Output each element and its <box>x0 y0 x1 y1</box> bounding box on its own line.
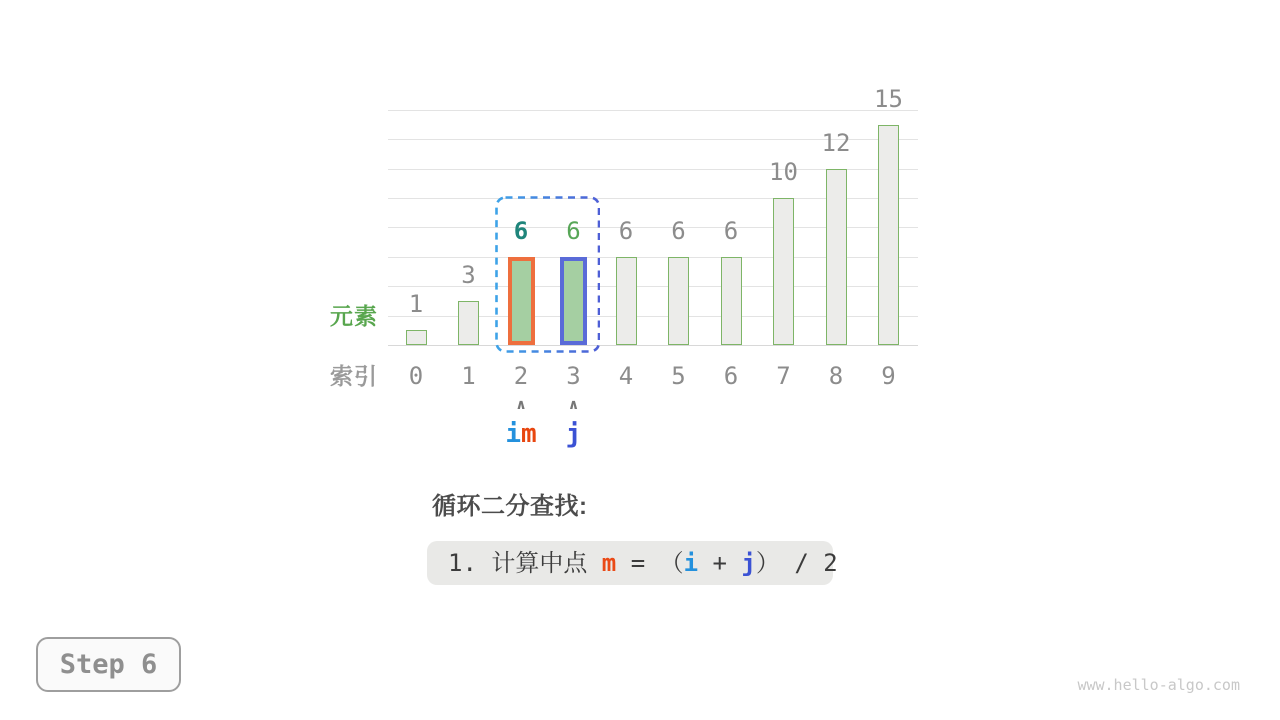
bar-value-label: 6 <box>566 216 581 245</box>
formula-box <box>427 541 838 585</box>
bar <box>773 198 794 345</box>
bar <box>508 257 535 345</box>
index-label: 4 <box>618 362 634 390</box>
bar <box>826 169 847 345</box>
index-label: 1 <box>461 362 476 390</box>
bar <box>721 257 742 345</box>
watermark-text: www.hello-algo.com <box>1077 676 1240 694</box>
index-label: 0 <box>408 362 424 390</box>
bar-value-label: 3 <box>461 260 476 289</box>
caret-up-icon: ∧ <box>567 397 580 413</box>
pointer-char-i: i <box>505 419 521 449</box>
x-axis-label: 索引 <box>330 363 378 389</box>
axis-baseline <box>388 345 918 346</box>
index-label: 2 <box>513 362 529 390</box>
formula-text: + <box>698 549 742 577</box>
index-label: 6 <box>723 362 739 390</box>
bar <box>616 257 637 345</box>
bar <box>668 257 689 345</box>
formula-text: 1. 计算中点 <box>448 549 602 577</box>
pointer-char-j: j <box>565 419 582 449</box>
index-label: 3 <box>566 362 581 390</box>
step-badge-label: Step 6 <box>59 649 158 680</box>
y-axis-label: 元素 <box>330 303 378 329</box>
formula-var-i: i <box>683 549 699 577</box>
formula-text: = （ <box>616 549 684 577</box>
bar <box>878 125 899 346</box>
index-label: 8 <box>828 362 844 390</box>
bar <box>560 257 587 345</box>
pointer-label <box>534 421 614 447</box>
bar-value-label: 12 <box>821 128 851 157</box>
bar-value-label: 6 <box>618 216 634 245</box>
bar <box>458 301 479 345</box>
index-label: 7 <box>776 362 791 390</box>
bar-value-label: 15 <box>874 84 903 113</box>
bar-value-label: 6 <box>723 216 739 245</box>
formula-text: ） / 2 <box>755 549 838 577</box>
grid-line <box>388 110 918 111</box>
bar-value-label: 6 <box>513 216 529 245</box>
formula-var-m: m <box>601 549 617 577</box>
pointer-char-m: m <box>521 419 537 449</box>
caret-up-icon: ∧ <box>515 397 527 413</box>
bar-value-label: 1 <box>408 290 424 319</box>
index-label: 5 <box>671 362 686 390</box>
bar-value-label: 10 <box>769 158 798 186</box>
caption-heading: 循环二分查找: <box>432 493 588 520</box>
bar-value-label: 6 <box>671 216 686 245</box>
index-label: 9 <box>881 362 896 390</box>
step-badge <box>36 637 181 692</box>
formula-var-j: j <box>741 549 756 577</box>
bar <box>406 330 427 345</box>
